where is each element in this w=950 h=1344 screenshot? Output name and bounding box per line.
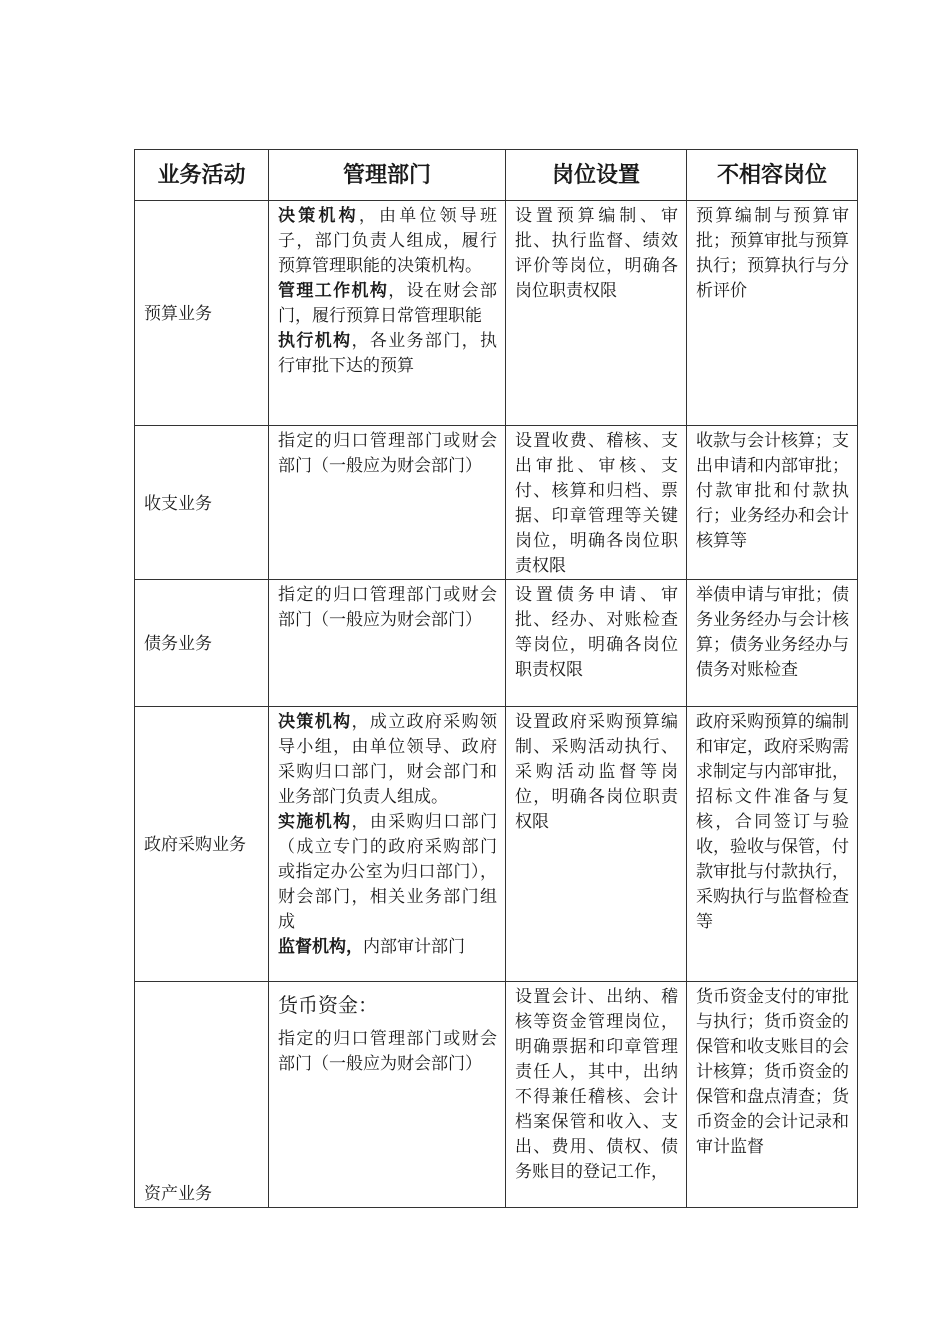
header-activity: 业务活动 bbox=[135, 150, 269, 201]
dept-heading: 货币资金： bbox=[278, 993, 378, 1017]
dept-cell bbox=[269, 201, 506, 426]
dept-cell: 指定的归口管理部门或财会部门（一般应为财会部门） bbox=[269, 426, 506, 580]
dept-bold: 管理工作机构 bbox=[278, 281, 389, 301]
activity-cell: 资产业务 bbox=[135, 982, 269, 1208]
header-dept: 管理部门 bbox=[269, 150, 506, 201]
dept-bold: 监督机构， bbox=[278, 937, 363, 957]
dept-cell bbox=[269, 982, 506, 1208]
dept-bold: 决策机构 bbox=[278, 206, 359, 226]
posts-cell: 设置收费、稽核、支出审批、审核、支付、核算和归档、票据、印章管理等关键岗位，明确各岗位职责权限 bbox=[506, 426, 687, 580]
dept-cell: 指定的归口管理部门或财会部门（一般应为财会部门） bbox=[269, 580, 506, 707]
incompatible-cell: 预算编制与预算审批；预算审批与预算执行；预算执行与分析评价 bbox=[687, 201, 858, 426]
header-incompatible: 不相容岗位 bbox=[687, 150, 858, 201]
dept-text: ，由单位领导班子，部门负责人组成，履行预算管理职能的决策机构。 bbox=[278, 206, 498, 276]
dept-text: 指定的归口管理部门或财会部门（一般应为财会部门） bbox=[278, 1029, 497, 1074]
header-posts: 岗位设置 bbox=[506, 150, 687, 201]
table-header-row bbox=[135, 150, 858, 201]
table-row bbox=[135, 426, 858, 580]
posts-cell: 设置预算编制、审批、执行监督、绩效评价等岗位，明确各岗位职责权限 bbox=[506, 201, 687, 426]
incompatible-cell: 举债申请与审批；债务业务经办与会计核算；债务业务经办与债务对账检查 bbox=[687, 580, 858, 707]
posts-cell: 设置政府采购预算编制、采购活动执行、采购活动监督等岗位，明确各岗位职责权限 bbox=[506, 707, 687, 982]
incompatible-cell: 政府采购预算的编制和审定，政府采购需求制定与内部审批，招标文件准备与复核，合同签订与验收，验收与保管，付款审批与付款执行，采购执行与监督检查等 bbox=[687, 707, 858, 982]
dept-text: ，成立政府采购领导小组，由单位领导、政府采购归口部门，财会部门和业务部门负责人组成。 bbox=[278, 712, 498, 807]
activity-cell: 收支业务 bbox=[135, 426, 269, 580]
dept-bold: 决策机构 bbox=[278, 712, 352, 732]
internal-control-table bbox=[134, 149, 858, 1208]
table-row bbox=[135, 201, 858, 426]
activity-cell: 预算业务 bbox=[135, 201, 269, 426]
dept-text: ，设在财会部门，履行预算日常管理职能 bbox=[278, 281, 498, 326]
dept-text: ，各业务部门，执行审批下达的预算 bbox=[278, 331, 498, 376]
posts-cell: 设置债务申请、审批、经办、对账检查等岗位，明确各岗位职责权限 bbox=[506, 580, 687, 707]
activity-cell: 政府采购业务 bbox=[135, 707, 269, 982]
table-row bbox=[135, 982, 858, 1208]
activity-cell: 债务业务 bbox=[135, 580, 269, 707]
posts-cell: 设置会计、出纳、稽核等资金管理岗位，明确票据和印章管理责任人，其中，出纳不得兼任稽核、会计档案保管和收入、支出、费用、债权、债务账目的登记工作， bbox=[506, 982, 687, 1208]
dept-text: 内部审计部门 bbox=[363, 937, 465, 957]
incompatible-cell: 货币资金支付的审批与执行；货币资金的保管和收支账目的会计核算；货币资金的保管和盘点清查；货币资金的会计记录和审计监督 bbox=[687, 982, 858, 1208]
incompatible-cell: 收款与会计核算；支出申请和内部审批；付款审批和付款执行；业务经办和会计核算等 bbox=[687, 426, 858, 580]
dept-cell bbox=[269, 707, 506, 982]
table-row bbox=[135, 707, 858, 982]
dept-bold: 实施机构 bbox=[278, 812, 352, 832]
dept-text: ，由采购归口部门（成立专门的政府采购部门或指定办公室为归口部门），财会部门，相关业务部门组成 bbox=[278, 812, 498, 932]
dept-bold: 执行机构 bbox=[278, 331, 352, 351]
table-row bbox=[135, 580, 858, 707]
